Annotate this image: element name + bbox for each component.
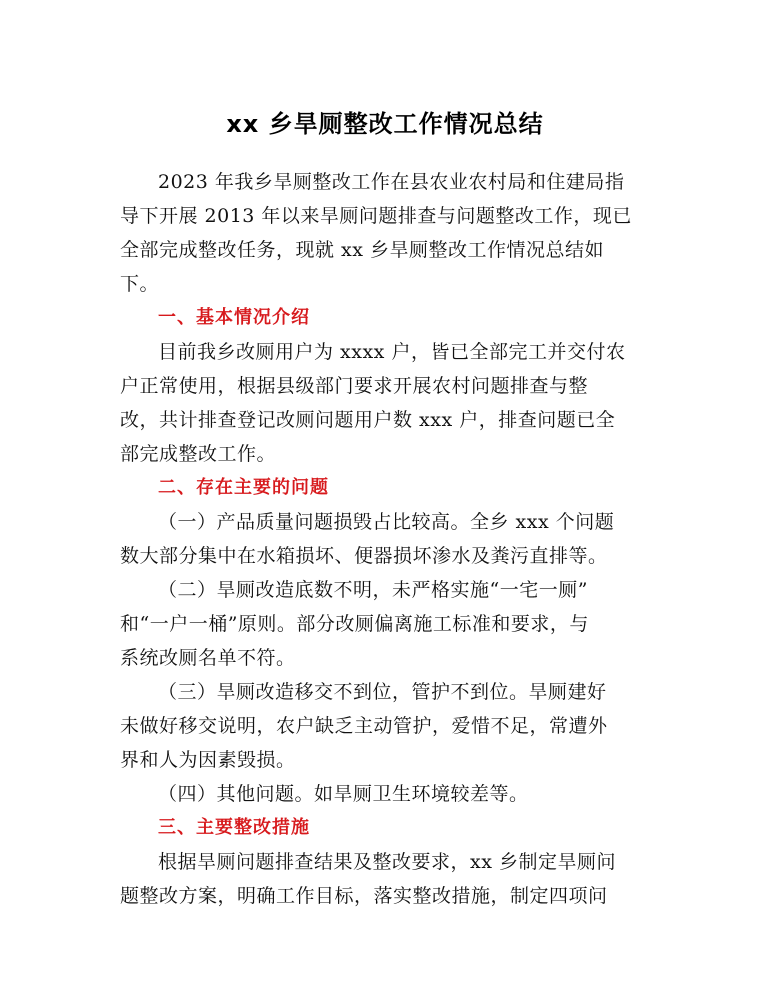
text-line: 根据旱厕问题排查结果及整改要求，xx 乡制定旱厕问 xyxy=(158,851,616,873)
text-line: 部完成整改工作。 xyxy=(120,443,277,465)
text-line: 题整改方案，明确工作目标，落实整改措施，制定四项问 xyxy=(120,885,608,907)
text-line: 系统改厕名单不符。 xyxy=(120,647,296,669)
section-heading-main-problems: 二、存在主要的问题 xyxy=(158,477,329,498)
text-line: 下。 xyxy=(120,273,160,295)
text-line: 户正常使用，根据县级部门要求开展农村问题排查与整 xyxy=(120,375,589,397)
text-line: 改，共计排查登记改厕问题用户数 xxx 户，排查问题已全 xyxy=(120,409,616,431)
text-line: 和“一户一桶”原则。部分改厕偏离施工标准和要求，与 xyxy=(120,613,589,635)
document-title: xx 乡旱厕整改工作情况总结 xyxy=(226,110,544,138)
text-line: 2023 年我乡旱厕整改工作在县农业农村局和住建局指 xyxy=(158,171,625,193)
paragraph-intro xyxy=(120,165,650,301)
text-line: （三）旱厕改造移交不到位，管护不到位。旱厕建好 xyxy=(158,681,607,703)
text-line: 目前我乡改厕用户为 xxxx 户，皆已全部完工并交付农 xyxy=(158,341,626,363)
text-line: 未做好移交说明，农户缺乏主动管护，爱惜不足，常遭外 xyxy=(120,715,608,737)
section-heading-basic-info: 一、基本情况介绍 xyxy=(158,307,310,328)
document-body xyxy=(120,165,650,913)
text-line: 导下开展 2013 年以来旱厕问题排查与问题整改工作，现已 xyxy=(120,205,632,227)
section-heading-measures: 三、主要整改措施 xyxy=(158,817,310,838)
paragraph-problem-4 xyxy=(120,777,650,811)
paragraph-basic-info xyxy=(120,335,650,471)
text-line: （二）旱厕改造底数不明，未严格实施“一宅一厕” xyxy=(158,579,588,601)
text-line: 全部完成整改任务，现就 xx 乡旱厕整改工作情况总结如 xyxy=(120,239,605,261)
text-line: 数大部分集中在水箱损坏、便器损坏渗水及粪污直排等。 xyxy=(120,545,608,567)
text-line: （一）产品质量问题损毁占比较高。全乡 xxx 个问题 xyxy=(158,511,615,533)
text-line: 界和人为因素毁损。 xyxy=(120,749,296,771)
text-line: （四）其他问题。如旱厕卫生环境较差等。 xyxy=(158,783,529,805)
paragraph-problem-3 xyxy=(120,675,650,777)
paragraph-measures xyxy=(120,845,650,913)
paragraph-problem-2 xyxy=(120,573,650,675)
paragraph-problem-1 xyxy=(120,505,650,573)
